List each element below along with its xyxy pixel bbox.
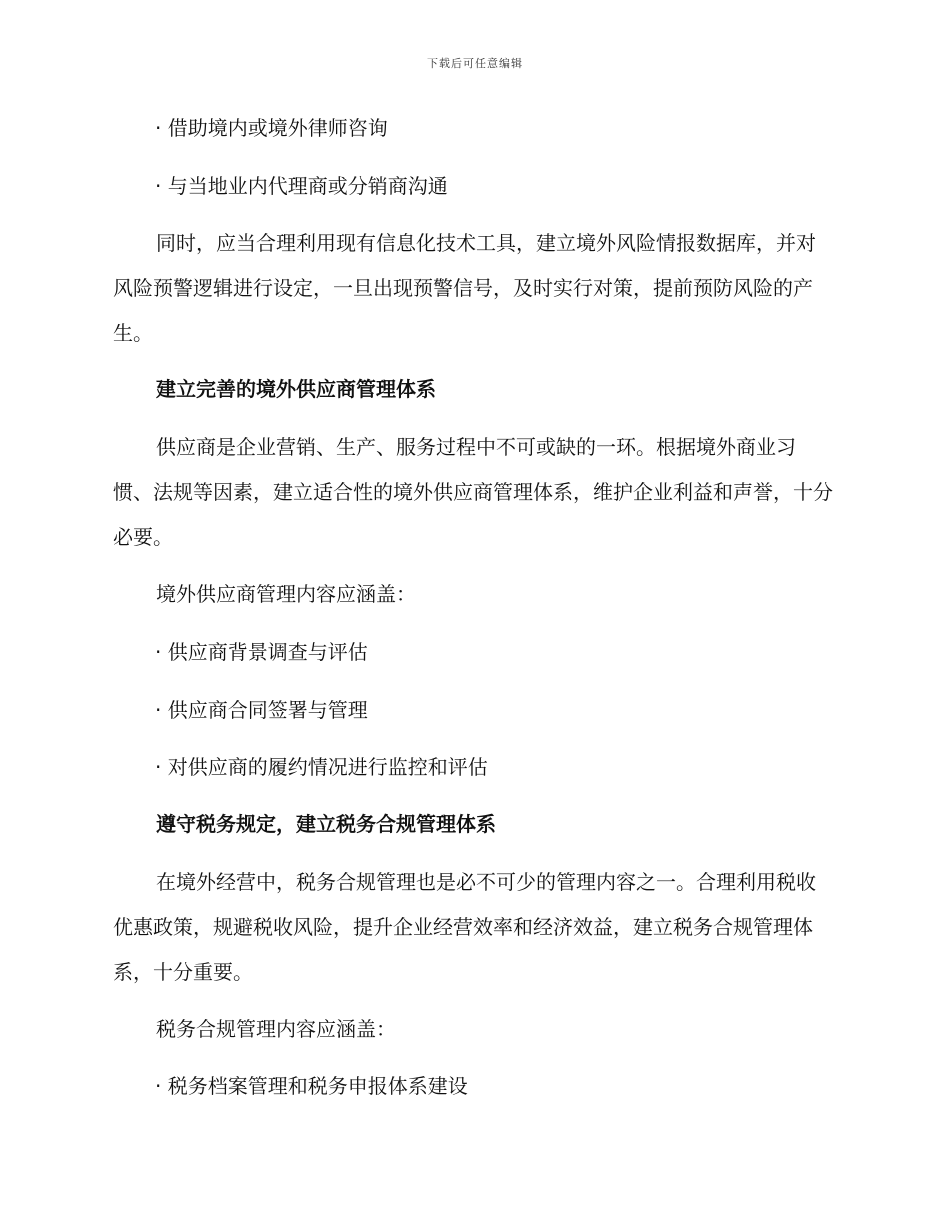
paragraph: 在境外经营中，税务合规管理也是必不可少的管理内容之一。合理利用税收优惠政策，规避税收风险，提升企业经营效率和经济效益，建立税务合规管理体系，十分重要。	[113, 870, 816, 984]
paragraph: 同时，应当合理利用现有信息化技术工具，建立境外风险情报数据库，并对风险预警逻辑进行设定，一旦出现预警信号，及时实行对策，提前预防风险的产生。	[113, 231, 816, 345]
page-header: 下载后可任意编辑	[427, 57, 523, 70]
paragraph: 供应商是企业营销、生产、服务过程中不可或缺的一环。根据境外商业习惯、法规等因素，建立适合性的境外供应商管理体系，维护企业利益和声誉，十分必要。	[113, 435, 833, 549]
list-item: · 对供应商的履约情况进行监控和评估	[155, 755, 488, 779]
list-item: · 供应商背景调查与评估	[155, 640, 368, 664]
section-heading: 建立完善的境外供应商管理体系	[156, 377, 436, 401]
list-item: · 与当地业内代理商或分销商沟通	[155, 174, 448, 198]
list-item: · 供应商合同签署与管理	[155, 698, 368, 722]
section-heading: 遵守税务规定，建立税务合规管理体系	[156, 812, 496, 836]
list-item: · 税务档案管理和税务申报体系建设	[155, 1074, 468, 1098]
paragraph-lead: 税务合规管理内容应涵盖：	[156, 1017, 396, 1041]
list-item: · 借助境内或境外律师咨询	[155, 116, 388, 140]
paragraph-lead: 境外供应商管理内容应涵盖：	[156, 582, 416, 606]
